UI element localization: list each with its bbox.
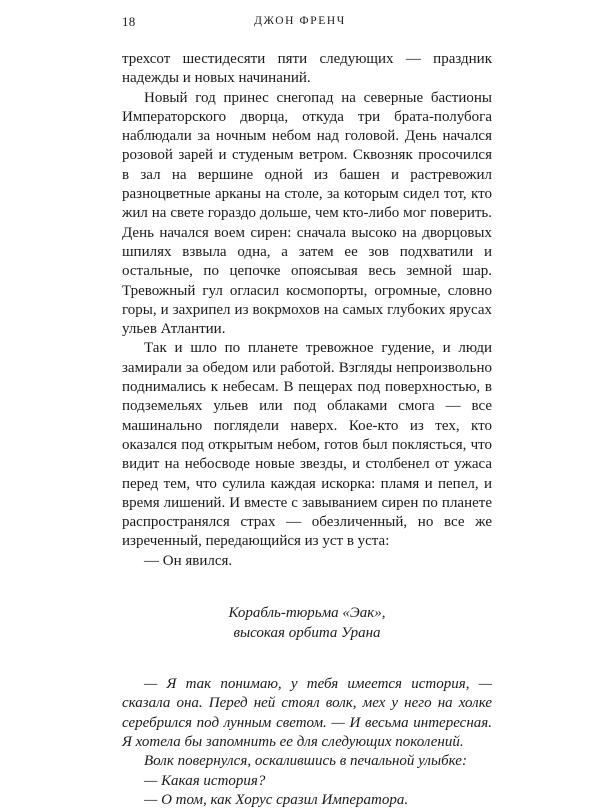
dialogue-line: — О том, как Хорус сразил Императора. [144,791,409,808]
paragraph-continued: трехсот шестидесяти пяти следующих — праздник надежды и новых начинаний. [122,51,492,87]
italic-paragraph: — Я так понимаю, у тебя имеется история, — сказала она. Перед ней стоял волк, мех у него на холке серебрился под лунным светом. — И весьма интересная. Я хотела бы запомнить ее для следующих поколений. [122,676,492,750]
running-head-author: ДЖОН ФРЕНЧ [254,15,346,27]
paragraph: Так и шло по планете тревожное гудение, и люди замирали за обедом или работой. Взгляды непроизвольно поднимались к небесам. В пещерах под поверхностью, в подземельях ульев или под облаками смога — все машинально поглядели наверх. Кое-кто из тех, кто оказался под открытым небом, готов был поклясться, что видит на небосводе новые звезды, и столбенел от ужаса перед тем, что сулила каждая искорка: пламя и пепел, и время лишений. И вместе с завыванием сирен по планете распространялся страх — обезличенный, но все же изреченный, передающийся из уст в уста: [122,340,492,550]
text-body [122,50,492,810]
section-heading-line: высокая орбита Урана [233,625,381,642]
page-number: 18 [122,14,136,29]
italic-paragraph: Волк повернулся, оскалившись в печальной улыбке: [144,753,467,770]
running-header [0,14,600,34]
dialogue-line: — Какая история? [144,772,266,789]
section-heading [122,603,492,643]
paragraph: Новый год принес снегопад на северные бастионы Императорского дворца, откуда три брата-полубога наблюдали за ночным небом над головой. День начался розовой зарей и студеным ветром. Сквозняк просочился в зал на вершине одной из башен и растревожил разноцветные арканы на столе, за которым сидел тот, кто жил на свете гораздо дольше, чем кто-либо мог поверить. День начался воем сирен: сначала высоко на дворцовых шпилях взвыла одна, а затем ее зов подхватили и остальные, по цепочке опоясывая весь земной шар. Тревожный гул огласил космопорты, огромные, словно горы, и захрипел из вокрмохов на самых глубоких ярусах ульев Атлантии. [122,89,492,338]
dialogue-line: — Он явился. [144,552,233,569]
section-heading-line: Корабль-тюрьма «Эак», [228,605,386,622]
